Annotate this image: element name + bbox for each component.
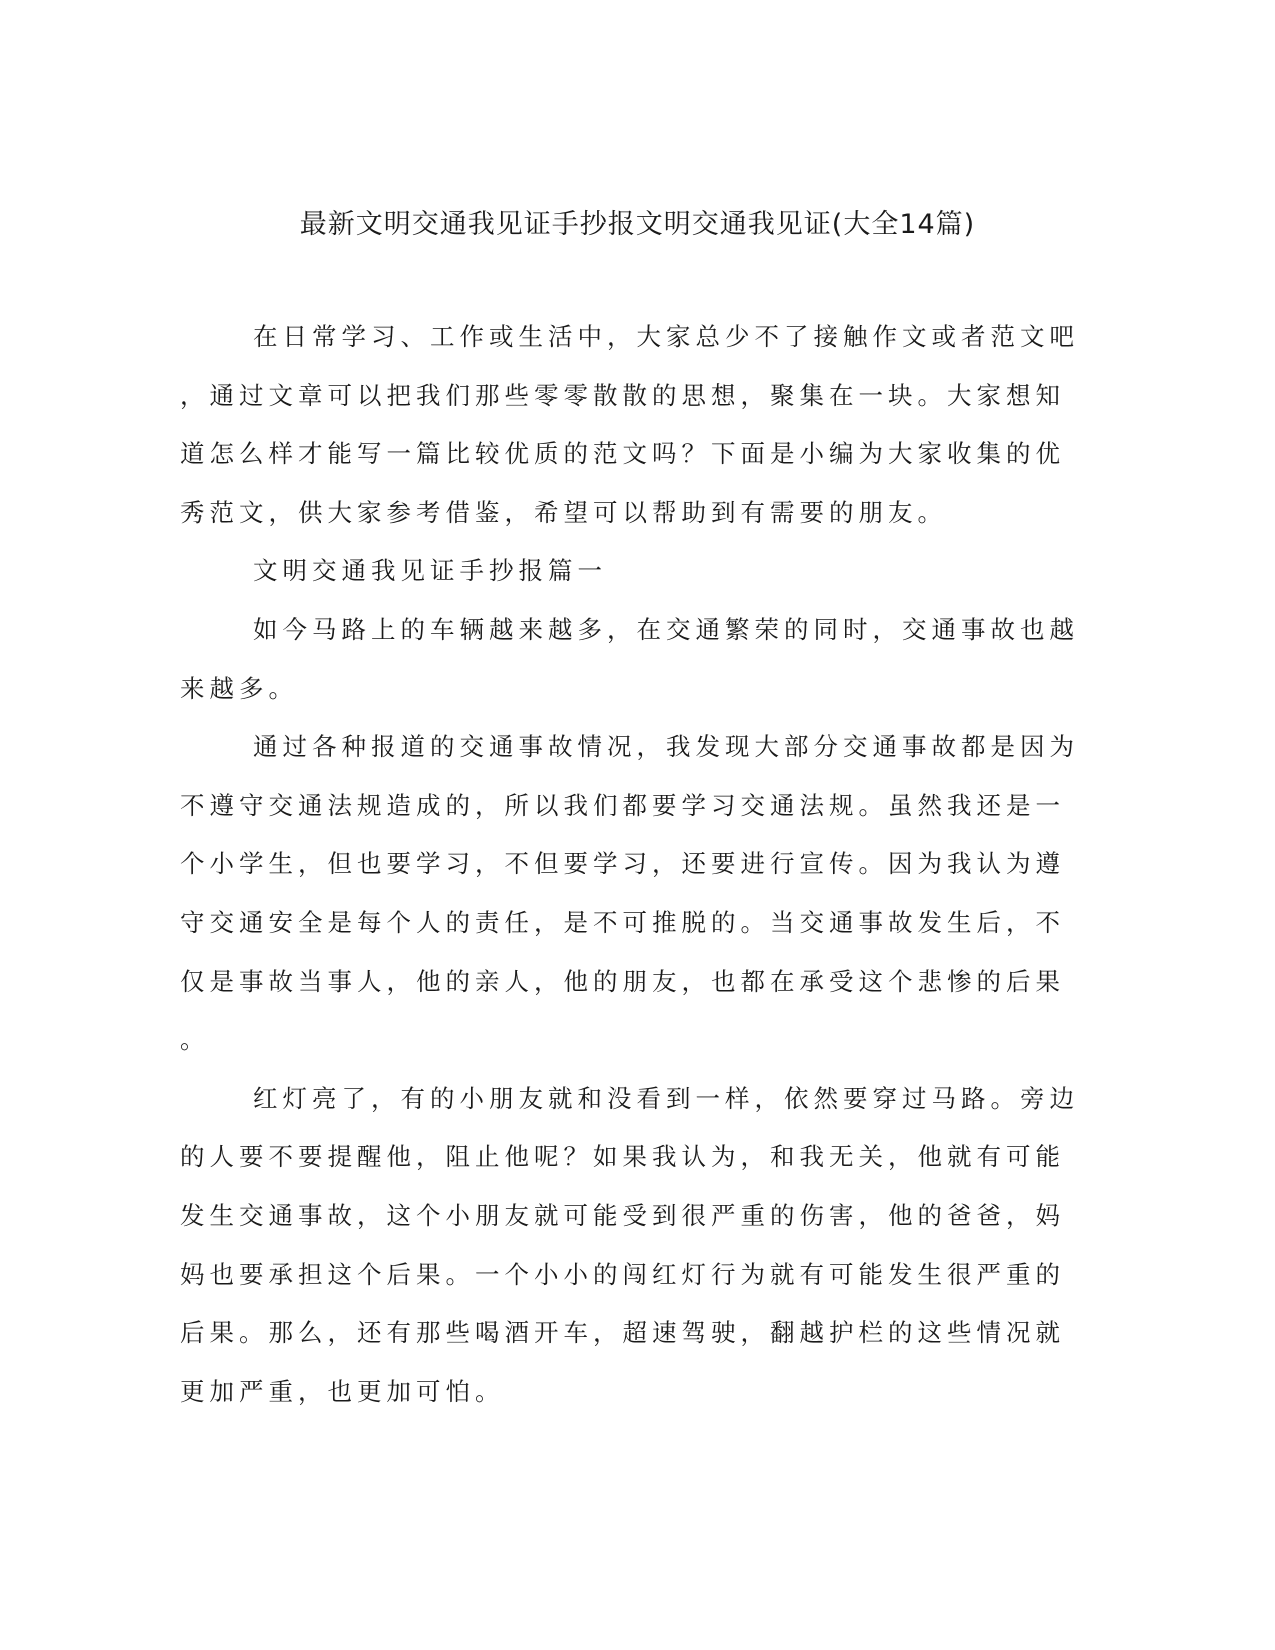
text-line: 更加严重，也更加可怕。 bbox=[180, 1376, 505, 1406]
text-line: 仅是事故当事人，他的亲人，他的朋友，也都在承受这个悲惨的后果 bbox=[180, 966, 1065, 996]
text-line: 发生交通事故，这个小朋友就可能受到很严重的伤害，他的爸爸，妈 bbox=[180, 1200, 1065, 1230]
text-line: 文明交通我见证手抄报篇一 bbox=[253, 556, 607, 586]
text-line: 通过各种报道的交通事故情况，我发现大部分交通事故都是因为 bbox=[253, 732, 1079, 762]
text-line: 红灯亮了，有的小朋友就和没看到一样，依然要穿过马路。旁边 bbox=[253, 1083, 1079, 1113]
text-line: 。 bbox=[180, 1025, 210, 1055]
document-title: 最新文明交通我见证手抄报文明交通我见证(大全14篇) bbox=[299, 209, 976, 240]
text-line: 来越多。 bbox=[180, 673, 298, 703]
text-line: 道怎么样才能写一篇比较优质的范文吗？下面是小编为大家收集的优 bbox=[180, 439, 1065, 469]
text-line: 守交通安全是每个人的责任，是不可推脱的。当交通事故发生后，不 bbox=[180, 907, 1065, 937]
text-line: 秀范文，供大家参考借鉴，希望可以帮助到有需要的朋友。 bbox=[180, 497, 947, 527]
document-body bbox=[180, 314, 1079, 1427]
text-line: 不遵守交通法规造成的，所以我们都要学习交通法规。虽然我还是一 bbox=[180, 790, 1065, 820]
text-line: 后果。那么，还有那些喝酒开车，超速驾驶，翻越护栏的这些情况就 bbox=[180, 1318, 1065, 1348]
text-line: 如今马路上的车辆越来越多，在交通繁荣的同时，交通事故也越 bbox=[253, 614, 1079, 644]
text-line: 个小学生，但也要学习，不但要学习，还要进行宣传。因为我认为遵 bbox=[180, 849, 1065, 879]
text-line: 在日常学习、工作或生活中，大家总少不了接触作文或者范文吧 bbox=[253, 322, 1079, 351]
text-line: 的人要不要提醒他，阻止他呢？如果我认为，和我无关，他就有可能 bbox=[180, 1142, 1065, 1172]
text-line: 妈也要承担这个后果。一个小小的闯红灯行为就有可能发生很严重的 bbox=[180, 1259, 1065, 1289]
text-line: ，通过文章可以把我们那些零零散散的思想，聚集在一块。大家想知 bbox=[180, 380, 1065, 410]
